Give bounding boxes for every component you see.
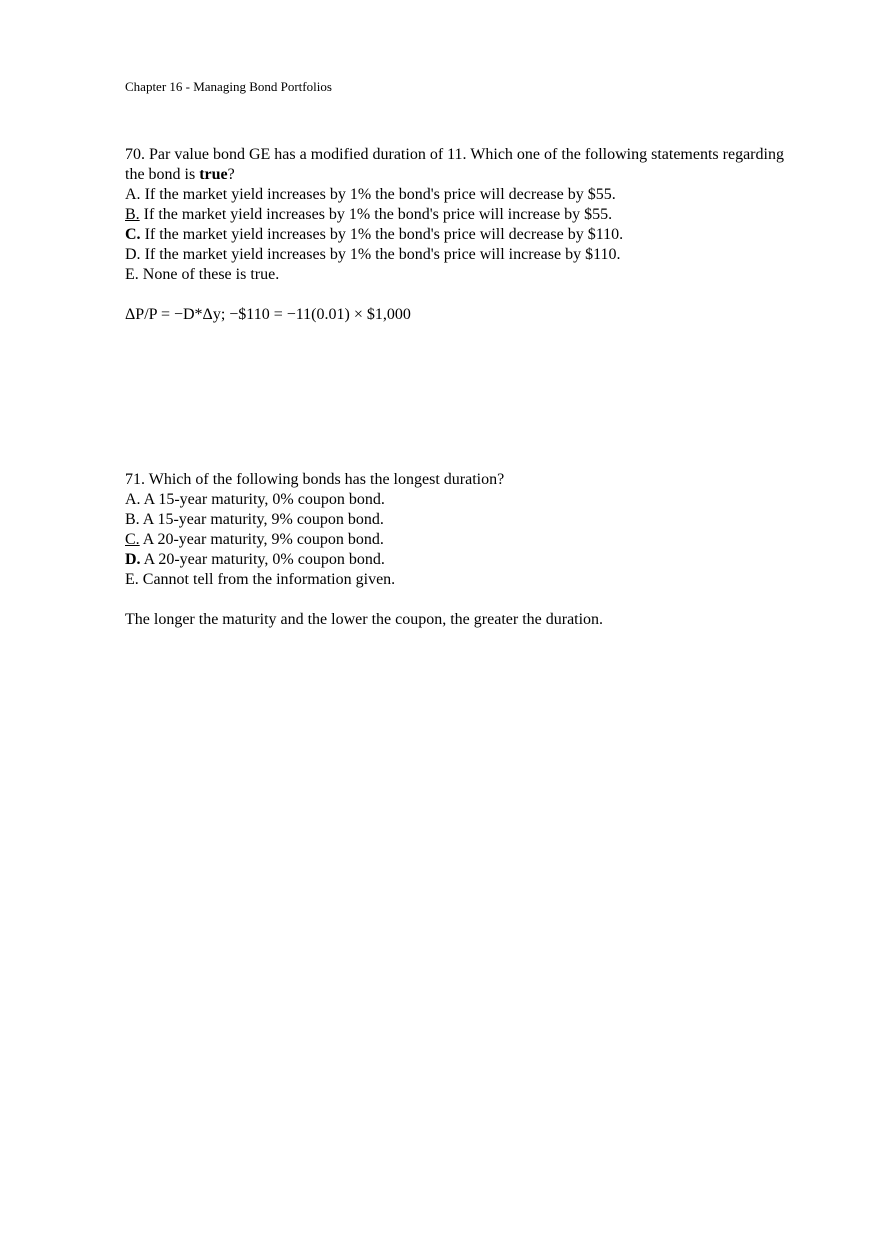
question-71-option-a <box>125 490 785 510</box>
question-70-stem-end: ? <box>227 166 235 183</box>
question-70-option-b <box>125 205 785 225</box>
option-text: Cannot tell from the information given. <box>138 571 396 588</box>
option-letter-underlined: B. <box>125 206 140 223</box>
page-header: Chapter 16 - Managing Bond Portfolios <box>125 79 332 94</box>
option-letter: B. <box>125 511 140 528</box>
option-letter: A. <box>125 491 141 508</box>
option-letter: E. <box>125 571 139 588</box>
option-text: If the market yield increases by 1% the bond's price will increase by $110. <box>140 246 621 263</box>
question-71-option-e <box>125 570 785 590</box>
question-71-explanation: The longer the maturity and the lower the coupon, the greater the duration. <box>125 611 604 628</box>
question-71-option-c <box>125 530 785 550</box>
option-text: A 15-year maturity, 0% coupon bond. <box>140 491 385 508</box>
question-70-option-d <box>125 245 785 265</box>
option-letter: E. <box>125 266 139 283</box>
question-70 <box>125 145 785 325</box>
question-70-explanation: ΔP/P = −D*Δy; −$110 = −11(0.01) × $1,000 <box>125 306 411 323</box>
option-text: If the market yield increases by 1% the bond's price will increase by $55. <box>139 206 613 223</box>
option-letter-correct: D. <box>125 551 141 568</box>
option-text: None of these is true. <box>138 266 280 283</box>
option-text: A 20-year maturity, 9% coupon bond. <box>139 531 384 548</box>
question-70-stem-emphasis: true <box>199 166 228 183</box>
question-71-stem: 71. Which of the following bonds has the longest duration? <box>125 471 505 488</box>
question-70-option-c <box>125 225 785 245</box>
question-70-stem <box>125 145 785 185</box>
option-text: If the market yield increases by 1% the bond's price will decrease by $110. <box>140 226 624 243</box>
option-text: If the market yield increases by 1% the bond's price will decrease by $55. <box>140 186 616 203</box>
option-letter: D. <box>125 246 141 263</box>
question-70-stem-text: 70. Par value bond GE has a modified duration of 11. Which one of the following statements regarding the bond is <box>125 146 784 183</box>
option-letter-correct: C. <box>125 226 141 243</box>
question-71-option-d <box>125 550 785 570</box>
question-71-option-b <box>125 510 785 530</box>
option-text: A 15-year maturity, 9% coupon bond. <box>139 511 384 528</box>
question-70-option-a <box>125 185 785 205</box>
option-letter-underlined: C. <box>125 531 140 548</box>
option-text: A 20-year maturity, 0% coupon bond. <box>140 551 385 568</box>
option-letter: A. <box>125 186 141 203</box>
question-70-option-e <box>125 265 785 285</box>
question-71 <box>125 470 785 630</box>
